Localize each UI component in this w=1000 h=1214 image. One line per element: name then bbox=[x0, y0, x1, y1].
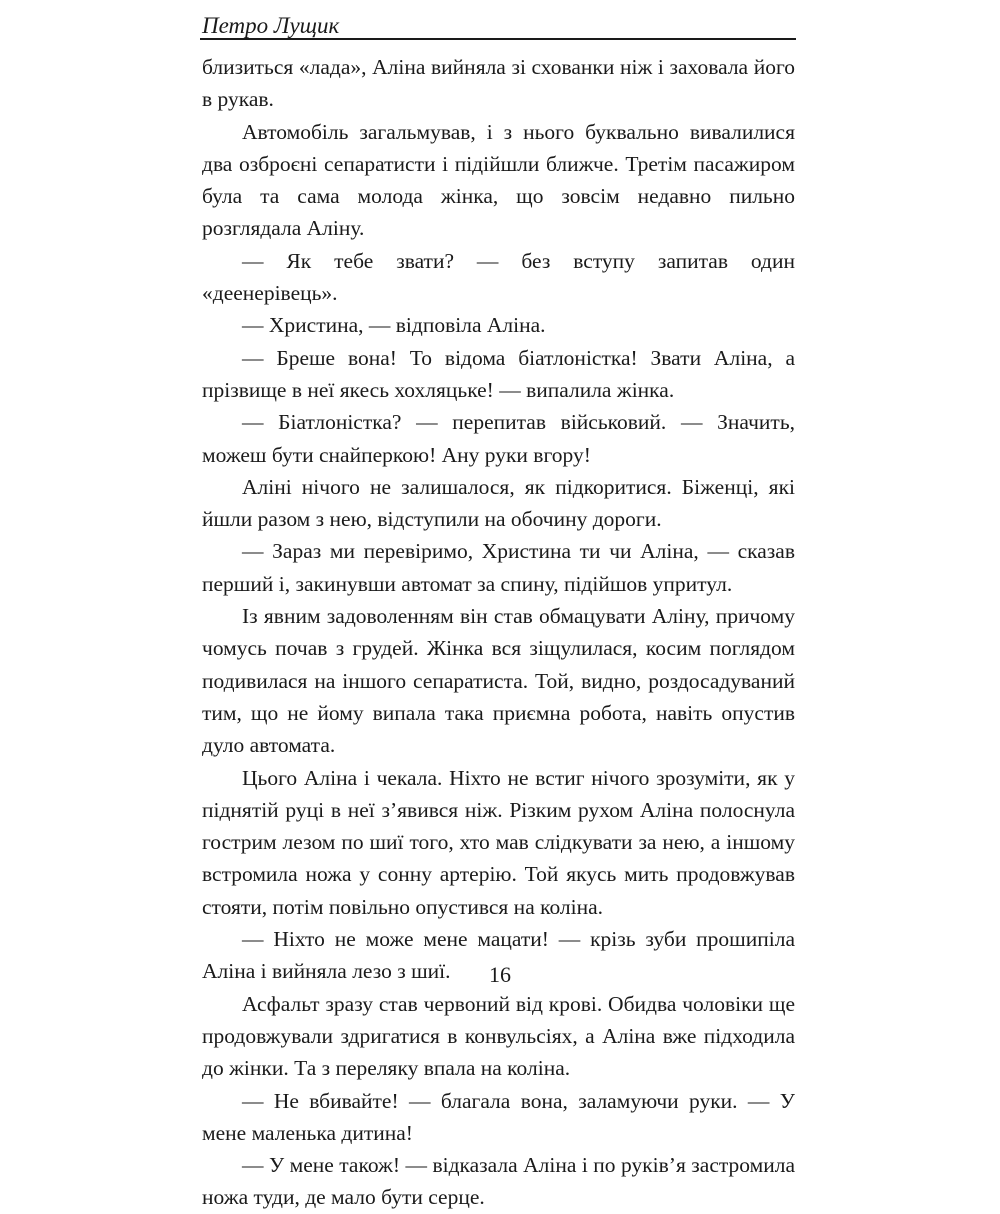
paragraph-6: — Біатлоністка? — перепитав військовий. — Значить, можеш бути снайперкою! Ану руки вгору! bbox=[202, 410, 795, 467]
paragraph-9: Із явним задоволенням він став обмацувати Аліну, причому чомусь почав з грудей. Жінка вся зіщулилася, косим поглядом подивилася на іншого сепаратиста. Той, видно, роздосадуваний тим, що не йому випала така приємна робота, навіть опустив дуло автомата. bbox=[202, 604, 795, 758]
paragraph-4: — Христина, — відповіла Аліна. bbox=[242, 313, 546, 338]
body-text bbox=[202, 51, 795, 1214]
paragraph-13: — Не вбивайте! — благала вона, заламуючи руки. — У мене маленька дитина! bbox=[202, 1088, 795, 1145]
paragraph-8: — Зараз ми перевіримо, Христина ти чи Аліна, — сказав перший і, закинувши автомат за спину, підійшов упритул. bbox=[202, 539, 795, 596]
page-number: 16 bbox=[489, 962, 511, 987]
paragraph-2: Автомобіль загальмував, і з нього буквально вивалилися два озброєні сепаратисти і підійшли ближче. Третім пасажиром була та сама молода жінка, що зовсім недавно пильно розглядала Аліну. bbox=[202, 119, 795, 241]
paragraph-5: — Бреше вона! То відома біатлоністка! Звати Аліна, а прізвище в неї якесь хохляцьке! — випалила жінка. bbox=[202, 345, 795, 402]
running-header-author: Петро Лущик bbox=[202, 13, 340, 38]
paragraph-1: близиться «лада», Аліна вийняла зі схованки ніж і заховала його в рукав. bbox=[202, 55, 795, 112]
paragraph-14: — У мене також! — відказала Аліна і по руків’я застромила ножа туди, де мало бути серце. bbox=[202, 1153, 795, 1210]
header-divider bbox=[200, 38, 796, 40]
paragraph-7: Аліні нічого не залишалося, як підкоритися. Біженці, які йшли разом з нею, відступили на обочину дороги. bbox=[202, 474, 795, 532]
paragraph-10: Цього Аліна і чекала. Ніхто не встиг нічого зрозуміти, як у піднятій руці в неї з’явився ніж. Різким рухом Аліна полоснула гострим лезом по шиї того, хто мав слідкувати за нею, а іншому встромила ножа у сонну артерію. Той якусь мить продовжував стояти, потім повільно опустився на коліна. bbox=[202, 765, 795, 919]
paragraph-11: — Ніхто не може мене мацати! — крізь зуби прошипіла Аліна і вийняла лезо з шиї. bbox=[202, 927, 795, 984]
paragraph-12: Асфальт зразу став червоний від крові. Обидва чоловіки ще продовжували здригатися в конвульсіях, а Аліна вже підходила до жінки. Та з переляку впала на коліна. bbox=[202, 991, 795, 1081]
paragraph-3: — Як тебе звати? — без вступу запитав один «деенерівець». bbox=[202, 248, 795, 306]
